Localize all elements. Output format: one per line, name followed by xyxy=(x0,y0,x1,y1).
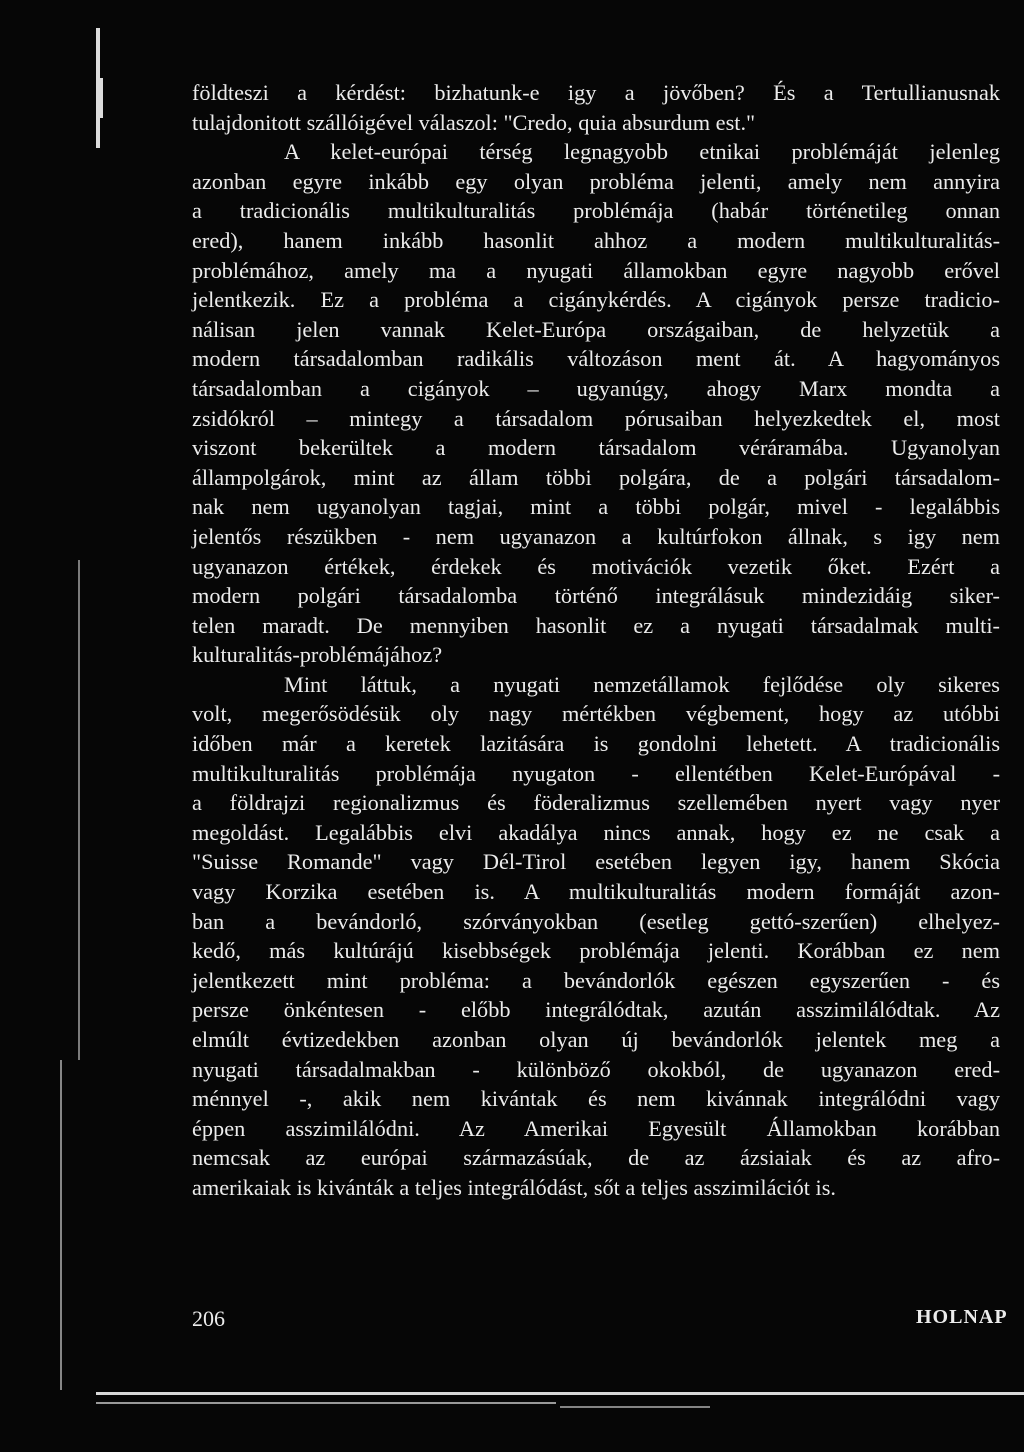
text-line: multikulturalitás problémája nyugaton - ellentétben Kelet-Európával - xyxy=(192,760,1000,786)
text-line: nyugati társadalmakban - különböző okokból, de ugyanazon ered- xyxy=(192,1056,1000,1082)
text-line: modern társadalomban radikális változáson ment át. A hagyományos xyxy=(192,346,1000,372)
text-line: nálisan jelen vannak Kelet-Európa országaiban, de helyzetük a xyxy=(192,316,1000,342)
text-line: ménnyel -, akik nem kivántak és nem kivánnak integrálódni vagy xyxy=(192,1086,1000,1112)
text-line: telen maradt. De mennyiben hasonlit ez a nyugati társadalmak multi- xyxy=(192,612,1000,638)
text-line: viszont bekerültek a modern társadalom véráramába. Ugyanolyan xyxy=(192,435,1000,461)
body-text xyxy=(192,78,1000,1203)
text-line: "Suisse Romande" vagy Dél-Tirol esetében legyen igy, hanem Skócia xyxy=(192,849,1000,875)
text-line: jelentkezett mint probléma: a bevándorlók egészen egyszerűen - és xyxy=(192,967,1000,993)
scan-edge-mark xyxy=(60,1060,62,1390)
text-line: A kelet-európai térség legnagyobb etnikai problémáját jelenleg xyxy=(284,139,1000,165)
text-line: időben már a keretek lazitására is gondolni lehetett. A tradicionális xyxy=(192,731,1000,757)
text-line: kulturalitás-problémájához? xyxy=(192,642,443,668)
scan-bottom-rule xyxy=(96,1392,1024,1395)
scan-edge-mark xyxy=(78,560,80,1060)
text-line: ugyanazon értékek, érdekek és motivációk vezetik őket. Ezért a xyxy=(192,553,1000,579)
journal-brand: HOLNAP xyxy=(916,1306,1008,1328)
text-line: modern polgári társadalomba történő integrálásuk mindezidáig siker- xyxy=(192,583,1000,609)
text-line: nemcsak az európai származásúak, de az ázsiaiak és az afro- xyxy=(192,1145,1000,1171)
text-line: társadalomban a cigányok – ugyanúgy, ahogy Marx mondta a xyxy=(192,375,1000,401)
text-line: állampolgárok, mint az állam többi polgára, de a polgári társadalom- xyxy=(192,464,1000,490)
text-line: éppen asszimilálódni. Az Amerikai Egyesült Államokban korábban xyxy=(192,1115,1000,1141)
text-line: jelentős részükben - nem ugyanazon a kultúrfokon állnak, s igy nem xyxy=(192,523,1000,549)
text-line: a földrajzi regionalizmus és föderalizmus szellemében nyert vagy nyer xyxy=(192,790,1000,816)
text-line: jelentkezik. Ez a probléma a cigánykérdés. A cigányok persze tradicio- xyxy=(192,287,1000,313)
scan-bottom-rule xyxy=(560,1406,710,1408)
text-line: nak nem ugyanolyan tagjai, mint a többi polgár, mivel - legalábbis xyxy=(192,494,1000,520)
text-line: zsidókról – mintegy a társadalom pórusaiban helyezkedtek el, most xyxy=(192,405,1000,431)
text-line: vagy Korzika esetében is. A multikulturalitás modern formáját azon- xyxy=(192,879,1000,905)
text-line: elmúlt évtizedekben azonban olyan új bevándorlók jelentek meg a xyxy=(192,1027,1000,1052)
text-line: persze önkéntesen - előbb integrálódtak, azután asszimilálódtak. Az xyxy=(192,997,1000,1023)
text-line: tulajdonitott szállóigével válaszol: "Credo, quia absurdum est." xyxy=(192,109,756,135)
text-line: ban a bevándorló, szórványokban (esetleg gettó-szerűen) elhelyez- xyxy=(192,908,1000,934)
scan-bottom-rule xyxy=(96,1402,556,1404)
text-line: volt, megerősödésük oly nagy mértékben végbement, hogy az utóbbi xyxy=(192,701,1000,727)
text-line: amerikaiak is kivánták a teljes integrálódást, sőt a teljes asszimilációt is. xyxy=(192,1174,836,1200)
scan-edge-mark xyxy=(100,78,103,118)
text-line: a tradicionális multikulturalitás problémája (habár történetileg onnan xyxy=(192,198,1000,224)
text-line: problémához, amely ma a nyugati államokban egyre nagyobb erővel xyxy=(192,257,1000,283)
text-line: földteszi a kérdést: bizhatunk-e igy a jövőben? És a Tertullianusnak xyxy=(192,80,1000,105)
text-line: azonban egyre inkább egy olyan probléma jelenti, amely nem annyira xyxy=(192,168,1000,194)
text-line: kedő, más kultúrájú kisebbségek problémája jelenti. Korábban ez nem xyxy=(192,938,1000,964)
text-line: megoldást. Legalábbis elvi akadálya nincs annak, hogy ez ne csak a xyxy=(192,819,1000,845)
text-line: Mint láttuk, a nyugati nemzetállamok fejlődése oly sikeres xyxy=(284,671,1000,697)
text-line: ered), hanem inkább hasonlit ahhoz a modern multikulturalitás- xyxy=(192,227,1000,253)
page-number: 206 xyxy=(192,1306,225,1331)
